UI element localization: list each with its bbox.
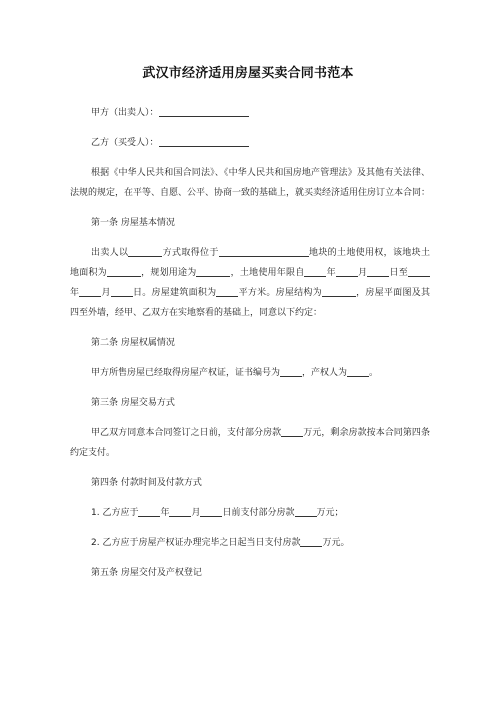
- party-a-label: 甲方（出卖人）：: [91, 108, 159, 118]
- blank-field: [216, 285, 238, 297]
- text-run: 日至: [389, 268, 408, 278]
- article-3-heading: 第三条 房屋交易方式: [91, 398, 175, 408]
- blank-field: [169, 505, 191, 517]
- party-b-blank: [159, 135, 249, 147]
- blank-field: [128, 245, 162, 257]
- article-3-paragraph: [70, 423, 430, 463]
- text-run: 甲乙双方同意本合同签订之日前，支付部分房款: [91, 428, 282, 438]
- text-run: 万元，剩余房款按本合同第四条约定支付。: [70, 428, 430, 458]
- article-1-heading: 第一条 房屋基本情况: [91, 218, 175, 228]
- text-run: ，房屋平面图及其四至外墙，经甲、乙双方在实地察看的基础上，同意以下约定：: [70, 288, 430, 318]
- text-run: 1. 乙方应于: [91, 508, 139, 518]
- text-run: ，土地使用年限自: [230, 268, 305, 278]
- intro-paragraph: 根据《中华人民共和国合同法》、《中华人民共和国房地产管理法》及其他有关法律、法规的规定，在平等、自愿、公平、协商一致的基础上，就买卖经济适用住房订立本合同：: [70, 168, 431, 198]
- text-run: 月: [357, 268, 368, 278]
- text-run: 甲方所售房屋已经取得房屋产权证，证书编号为: [91, 368, 281, 378]
- document-body: [70, 103, 430, 593]
- article-4-item-2: [70, 533, 430, 553]
- blank-field: [196, 265, 230, 277]
- party-a-line: [70, 103, 430, 123]
- text-run: ，产权人为: [302, 368, 348, 378]
- article-2-paragraph: [70, 363, 430, 383]
- text-run: 月: [191, 508, 201, 518]
- party-a-blank: [159, 105, 249, 117]
- text-run: 年: [160, 508, 170, 518]
- text-run: 万元；: [316, 508, 344, 518]
- blank-field: [322, 285, 356, 297]
- text-run: 。: [369, 368, 379, 378]
- blank-field: [304, 265, 326, 277]
- text-run: 万元。: [322, 538, 350, 548]
- blank-field: [295, 505, 317, 517]
- blank-field: [281, 425, 303, 437]
- text-run: 年: [70, 288, 80, 298]
- article-4-heading: 第四条 付款时间及付款方式: [91, 478, 202, 488]
- blank-field: [138, 505, 160, 517]
- blank-field: [79, 285, 101, 297]
- blank-field: [111, 285, 133, 297]
- text-run: 日前支付部分房款: [222, 508, 295, 518]
- blank-field: [336, 265, 358, 277]
- blank-field: [107, 265, 141, 277]
- article-5-heading: 第五条 房屋交付及产权登记: [91, 568, 202, 578]
- party-b-line: [70, 133, 430, 153]
- text-run: ，规划用途为: [140, 268, 197, 278]
- text-run: 出卖人以: [91, 248, 129, 258]
- blank-field: [300, 535, 322, 547]
- text-run: 方式取得位于: [162, 248, 219, 258]
- blank-field: [408, 265, 430, 277]
- blank-field: [200, 505, 222, 517]
- blank-field: [280, 365, 302, 377]
- text-run: 月: [101, 288, 111, 298]
- article-2-heading: 第二条 房屋权属情况: [91, 338, 175, 348]
- article-1-paragraph: [70, 243, 430, 323]
- article-4-item-1: [70, 503, 430, 523]
- text-run: 日。房屋建筑面积为: [132, 288, 217, 298]
- document-title: 武汉市经济适用房屋买卖合同书范本: [142, 66, 354, 81]
- text-run: 平方米。房屋结构为: [238, 288, 322, 298]
- text-run: 2. 乙方应于房屋产权证办理完毕之日起当日支付房款: [91, 538, 301, 548]
- text-run: 地块的土地使用权，该地块土地面积为: [70, 248, 430, 278]
- blank-field: [219, 245, 309, 257]
- blank-field: [347, 365, 369, 377]
- party-b-label: 乙方（买受人）：: [91, 138, 159, 148]
- blank-field: [367, 265, 389, 277]
- text-run: 年: [326, 268, 336, 278]
